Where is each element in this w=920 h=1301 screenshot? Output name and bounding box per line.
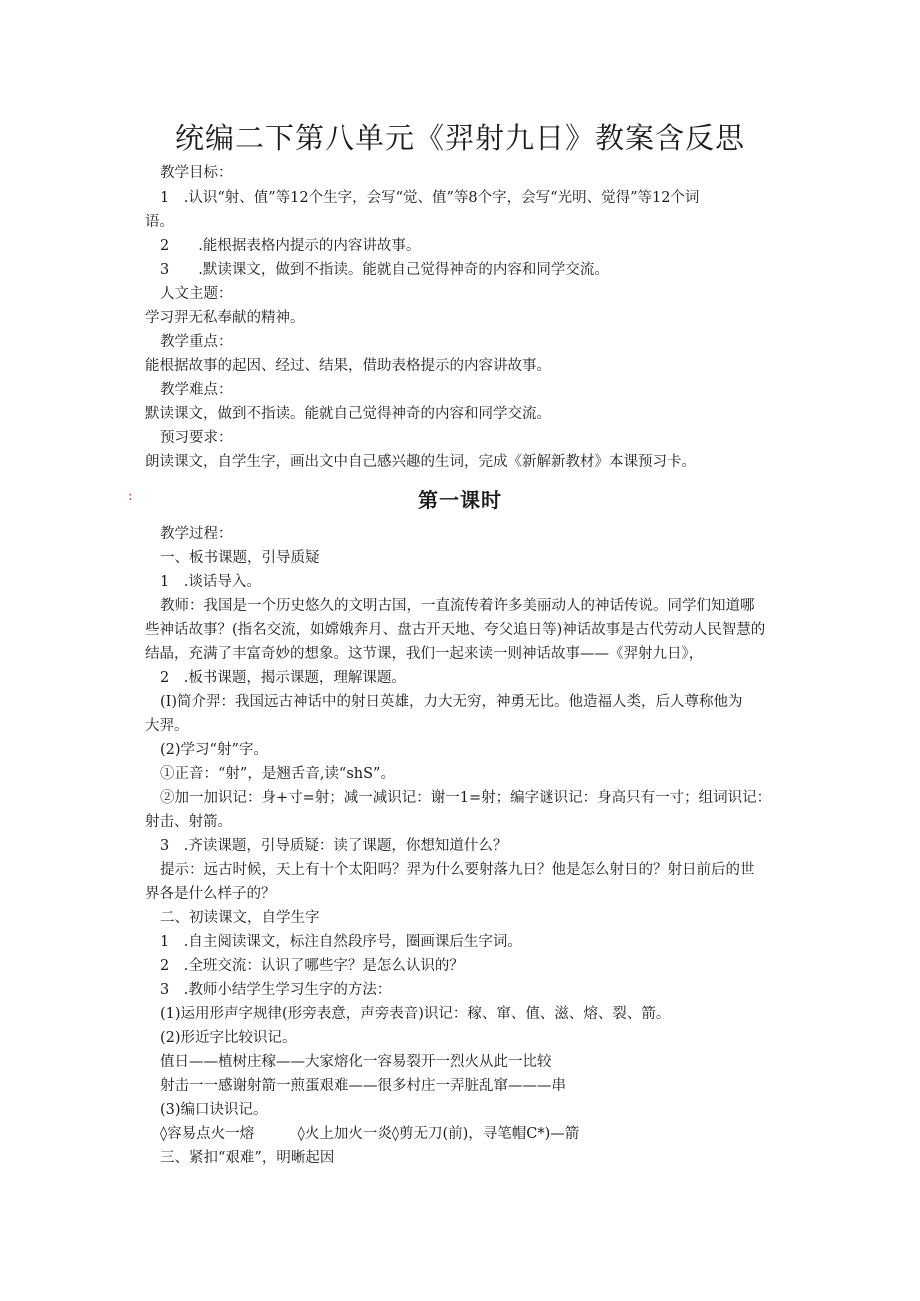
text-line: 2 .全班交流：认识了哪些字？是怎么认识的？ [160, 958, 464, 974]
text-line: 射击一一感谢射箭一煎蛋艰难——很多村庄一弄脏乱窜———串 [160, 1078, 566, 1094]
document-title: 统编二下第八单元《羿射九日》教案含反思 [174, 121, 745, 155]
section-marker: : [128, 488, 133, 504]
text-line: 2 .板书课题，揭示课题，理解课题。 [160, 670, 406, 686]
text-line: 教学过程： [160, 526, 233, 542]
text-line: ①正音：“射”，是翘舌音,读“shS”。 [160, 766, 395, 782]
text-line: 界各是什么样子的？ [145, 886, 276, 902]
text-line: 预习要求： [160, 430, 233, 446]
text-line: 教学目标： [160, 165, 233, 181]
text-line: 教师：我国是一个历史悠久的文明古国，一直流传着许多美丽动人的神话传说。同学们知道哪 [160, 598, 755, 614]
text-line: 3 .默读课文，做到不指读。能就自己觉得神奇的内容和同学交流。 [160, 262, 609, 278]
text-line: 语。 [145, 214, 174, 230]
text-line: (1)运用形声字规律(形旁表意，声旁表音)识记：稼、窜、值、滋、熔、裂、箭。 [160, 1006, 671, 1022]
text-line: 学习羿无私奉献的精神。 [145, 310, 305, 326]
text-line: 3 .齐读课题，引导质疑：读了课题，你想知道什么？ [160, 838, 508, 854]
text-line: 一、板书课题，引导质疑 [160, 550, 320, 566]
text-line: 结晶，充满了丰富奇妙的想象。这节课，我们一起来读一则神话故事——《羿射九日》， [145, 646, 704, 662]
text-line: 射击、射箭。 [145, 814, 232, 830]
text-line: 1 .谈话导入。 [160, 574, 261, 590]
text-line: 二、初读课文，自学生字 [160, 910, 320, 926]
text-line: 教学难点： [160, 382, 233, 398]
text-line: ◊容易点火一熔 ◊火上加火一炎◊剪无刀(前)，寻笔帽C*)—箭 [160, 1126, 580, 1142]
text-line: 3 .教师小结学生学习生字的方法： [160, 982, 392, 998]
text-line: 2 .能根据表格内提示的内容讲故事。 [160, 238, 421, 254]
text-line: (3)编口诀识记。 [160, 1102, 268, 1118]
text-line: 能根据故事的起因、经过、结果，借助表格提示的内容讲故事。 [145, 358, 551, 374]
text-line: 值日——植树庄稼——大家熔化一容易裂开一烈火从此一比较 [160, 1054, 552, 1070]
text-line: ②加一加识记：身+寸=射；减一减识记：谢一1=射；编字谜识记：身高只有一寸；组词识记： [160, 790, 772, 806]
text-line: 提示：远古时候，天上有十个太阳吗？羿为什么要射落九日？他是怎么射日的？射日前后的世 [160, 862, 755, 878]
text-line: 大羿。 [145, 718, 189, 734]
text-line: 三、紧扣“艰难”，明晰起因 [160, 1150, 335, 1166]
text-line: 人文主题： [160, 286, 233, 302]
section-title: 第一课时 [418, 488, 502, 512]
text-line: (I)简介羿：我国远古神话中的射日英雄，力大无穷，神勇无比。他造福人类，后人尊称他为 [160, 694, 743, 710]
text-line: 朗读课文，自学生字，画出文中自己感兴趣的生词，完成《新解新教材》本课预习卡。 [145, 454, 696, 470]
text-line: (2)形近字比较识记。 [160, 1030, 297, 1046]
text-line: 1 .自主阅读课文，标注自然段序号，圈画课后生字词。 [160, 934, 522, 950]
text-line: 教学重点： [160, 334, 233, 350]
text-line: 些神话故事？(指名交流，如嫦娥奔月、盘古开天地、夸父追日等)神话故事是古代劳动人民智慧的 [145, 622, 766, 638]
text-line: 默读课文，做到不指读。能就自己觉得神奇的内容和同学交流。 [145, 406, 551, 422]
text-line: 1 .认识“射、值”等12个生字，会写“觉、值”等8个字，会写“光明、觉得”等12个词 [160, 190, 700, 206]
text-line: (2)学习“射”字。 [160, 742, 268, 758]
